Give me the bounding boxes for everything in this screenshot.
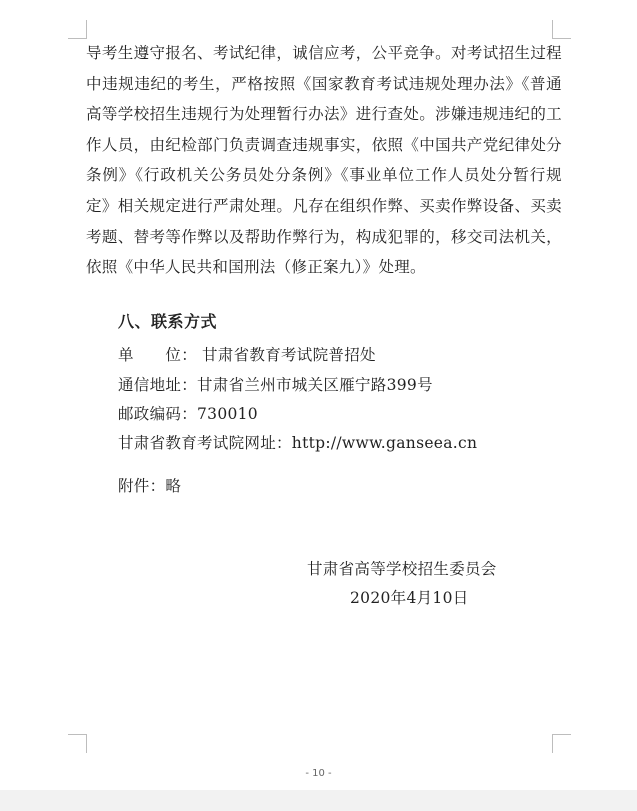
document-date: 2020年4月10日 bbox=[350, 589, 469, 607]
signature: 甘肃省高等学校招生委员会 bbox=[307, 560, 497, 578]
contact-postcode: 邮政编码：730010 bbox=[118, 405, 258, 423]
contact-address: 通信地址：甘肃省兰州市城关区雁宁路399号 bbox=[118, 376, 433, 394]
crop-mark-top-right bbox=[552, 20, 571, 39]
crop-mark-bottom-left bbox=[68, 734, 87, 753]
crop-mark-top-left bbox=[68, 20, 87, 39]
page-number: - 10 - bbox=[305, 768, 332, 779]
contact-unit-label: 单 位： bbox=[118, 346, 198, 364]
contact-unit bbox=[118, 343, 376, 365]
body-paragraph: 导考生遵守报名、考试纪律，诚信应考，公平竞争。对考试招生过程中违规违纪的考生，严格按照《国家教育考试违规处理办法》《普通高等学校招生违规行为处理暂行办法》进行查处。涉嫌违规违纪的工作人员，由纪检部门负责调查违规事实，依照《中国共产党纪律处分条例》《行政机关公务员处分条例》《事业单位工作人员处分暂行规定》相关规定进行严肃处理。凡存在组织作弊、买卖作弊设备、买卖考题、替考等作弊以及帮助作弊行为，构成犯罪的，移交司法机关，依照《中华人民共和国刑法（修正案九）》处理。 bbox=[86, 44, 562, 277]
contact-unit-value: 甘肃省教育考试院普招处 bbox=[202, 346, 376, 364]
section-heading: 八、联系方式 bbox=[118, 312, 218, 331]
attachment-note: 附件：略 bbox=[118, 477, 182, 495]
crop-mark-bottom-right bbox=[552, 734, 571, 753]
contact-website: 甘肃省教育考试院网址：http://www.ganseea.cn bbox=[118, 434, 478, 452]
